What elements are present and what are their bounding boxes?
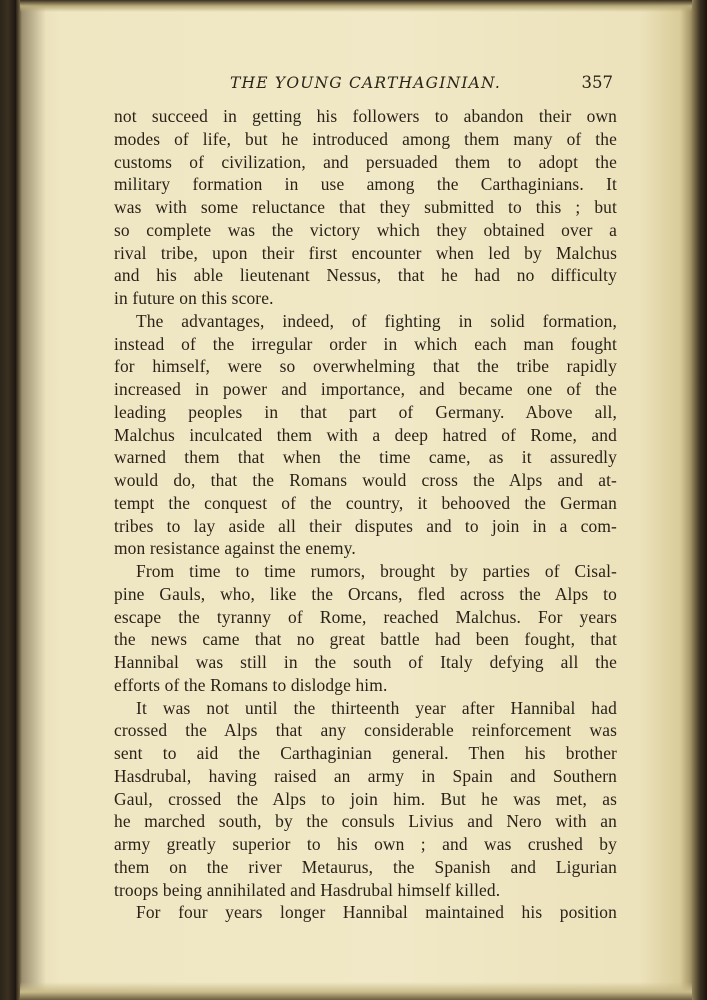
text-line: escape the tyranny of Rome, reached Malchus. For years xyxy=(114,606,617,627)
text-line: Gaul, crossed the Alps to join him. But he was met, as xyxy=(114,788,617,809)
text-line: so complete was the victory which they obtained over a xyxy=(114,219,617,240)
text-line: instead of the irregular order in which each man fought xyxy=(114,333,617,354)
text-line: increased in power and importance, and became one of the xyxy=(114,379,617,399)
text-line: From time to time rumors, brought by parties of Cisal- xyxy=(136,561,617,581)
text-line: sent to aid the Carthaginian general. Then his brother xyxy=(114,743,617,763)
text-line: For four years longer Hannibal maintained his position xyxy=(136,902,617,923)
running-title: THE YOUNG CARTHAGINIAN. xyxy=(230,74,501,92)
page-bottom-edge xyxy=(20,982,692,1000)
text-line: tribes to lay aside all their disputes and to join in a com- xyxy=(114,515,617,536)
text-line: efforts of the Romans to dislodge him. xyxy=(114,674,388,695)
text-line: mon resistance against the enemy. xyxy=(114,538,356,559)
body-text xyxy=(114,105,617,924)
text-line: them on the river Metaurus, the Spanish and Ligurian xyxy=(114,856,617,877)
page-top-edge xyxy=(20,0,692,12)
text-line: for himself, were so overwhelming that the tribe rapidly xyxy=(114,356,617,377)
text-line: Hasdrubal, having raised an army in Spain and Southern xyxy=(114,765,617,786)
text-line: tempt the conquest of the country, it behooved the German xyxy=(114,492,617,513)
text-line: troops being annihilated and Hasdrubal himself killed. xyxy=(114,879,501,900)
text-line: in future on this score. xyxy=(114,288,274,308)
spine-shadow xyxy=(16,0,46,1000)
text-line: Malchus inculcated them with a deep hatred of Rome, and xyxy=(114,424,617,445)
text-line: he marched south, by the consuls Livius and Nero with an xyxy=(114,811,617,832)
text-line: rival tribe, upon their first encounter when led by Malchus xyxy=(114,242,617,263)
text-line: and his able lieutenant Nessus, that he had no difficulty xyxy=(114,265,617,286)
running-head xyxy=(112,72,617,98)
page-number: 357 xyxy=(581,73,613,92)
text-line: warned them that when the time came, as it assuredly xyxy=(114,447,617,468)
text-line: army greatly superior to his own ; and was crushed by xyxy=(114,834,617,854)
text-line: The advantages, indeed, of fighting in solid formation, xyxy=(136,310,617,331)
text-line: modes of life, but he introduced among them many of the xyxy=(114,128,617,149)
text-line: customs of civilization, and persuaded them to adopt the xyxy=(114,151,617,172)
text-line: not succeed in getting his followers to abandon their own xyxy=(114,106,617,126)
text-line: pine Gauls, who, like the Orcans, fled across the Alps to xyxy=(114,583,617,604)
text-line: Hannibal was still in the south of Italy defying all the xyxy=(114,652,617,672)
text-line: crossed the Alps that any considerable reinforcement was xyxy=(114,720,617,741)
text-line: military formation in use among the Carthaginians. It xyxy=(114,174,617,195)
text-line: the news came that no great battle had been fought, that xyxy=(114,629,617,650)
text-line: would do, that the Romans would cross the Alps and at- xyxy=(114,470,617,490)
text-line: was with some reluctance that they submitted to this ; but xyxy=(114,197,617,217)
text-line: It was not until the thirteenth year after Hannibal had xyxy=(136,697,617,718)
text-line: leading peoples in that part of Germany. Above all, xyxy=(114,401,617,422)
